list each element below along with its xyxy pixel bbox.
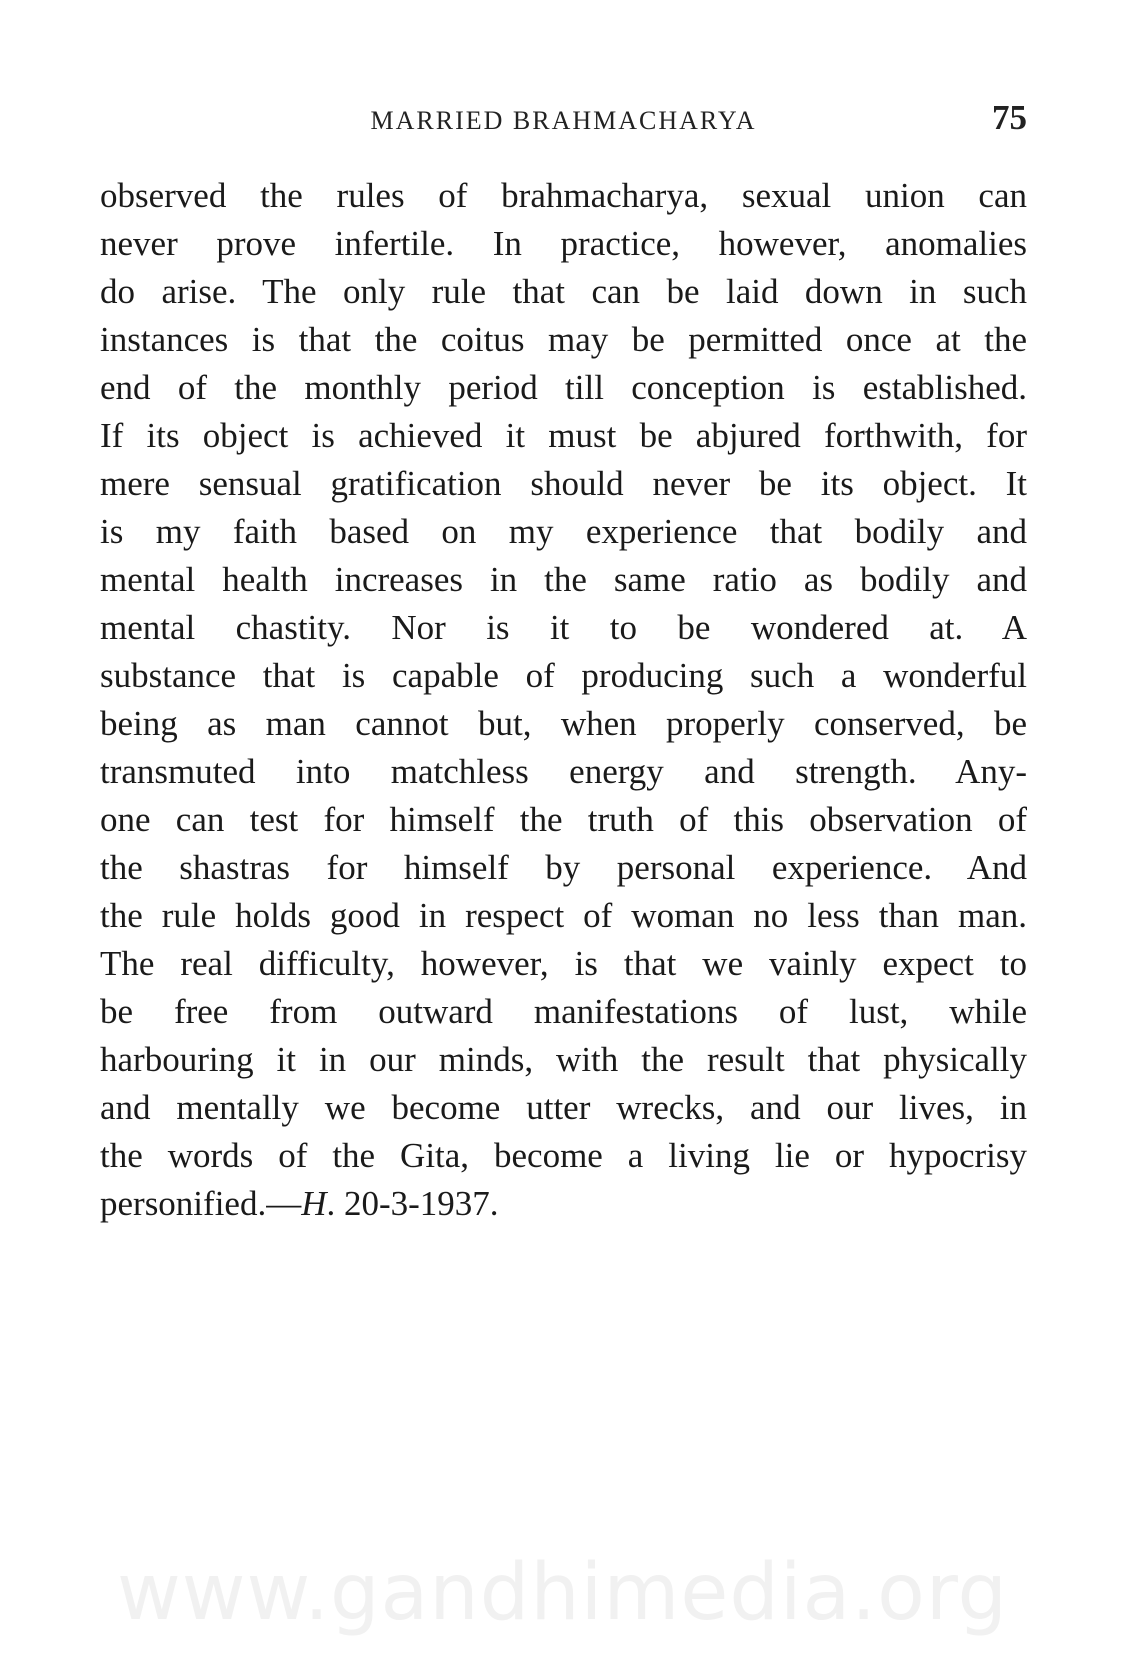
source-citation-italic: H: [301, 1184, 327, 1223]
watermark: www.gandhimedia.org: [116, 1548, 1009, 1638]
text-line: substance that is capable of producing such a wonderful: [100, 656, 1027, 695]
text-line: do arise. The only rule that can be laid down in such: [100, 272, 1027, 311]
text-line: the shastras for himself by personal experience. And: [100, 848, 1027, 887]
text-line: instances is that the coitus may be permitted once at the: [100, 320, 1027, 359]
running-head: [100, 98, 1027, 142]
text-line: end of the monthly period till conception is established.: [100, 368, 1027, 407]
text-line: harbouring it in our minds, with the result that physically: [100, 1040, 1027, 1079]
text-line: the words of the Gita, become a living lie or hypocrisy: [100, 1136, 1027, 1175]
body-paragraph: [100, 172, 1027, 1228]
text-line: be free from outward manifestations of lust, while: [100, 992, 1027, 1031]
text-line-last: [100, 1180, 1027, 1228]
text-line: observed the rules of brahmacharya, sexual union can: [100, 176, 1027, 215]
text-line: being as man cannot but, when properly conserved, be: [100, 704, 1027, 743]
text-line: mental health increases in the same ratio as bodily and: [100, 560, 1027, 599]
text-line: one can test for himself the truth of this observation of: [100, 800, 1027, 839]
source-citation-date: . 20-3-1937.: [326, 1184, 499, 1223]
text-line: the rule holds good in respect of woman no less than man.: [100, 896, 1027, 935]
text-line: transmuted into matchless energy and strength. Any-: [100, 752, 1027, 791]
text-line: mere sensual gratification should never be its object. It: [100, 464, 1027, 503]
text-line: If its object is achieved it must be abjured forthwith, for: [100, 416, 1027, 455]
text-line: mental chastity. Nor is it to be wondered at. A: [100, 608, 1027, 647]
text-line: never prove infertile. In practice, however, anomalies: [100, 224, 1027, 263]
page-number: 75: [992, 98, 1027, 137]
running-title: MARRIED BRAHMACHARYA: [370, 106, 757, 135]
text-line: and mentally we become utter wrecks, and our lives, in: [100, 1088, 1027, 1127]
closing-word: personified.—: [100, 1184, 302, 1223]
text-line: is my faith based on my experience that bodily and: [100, 512, 1027, 551]
text-line: The real difficulty, however, is that we vainly expect to: [100, 944, 1027, 983]
